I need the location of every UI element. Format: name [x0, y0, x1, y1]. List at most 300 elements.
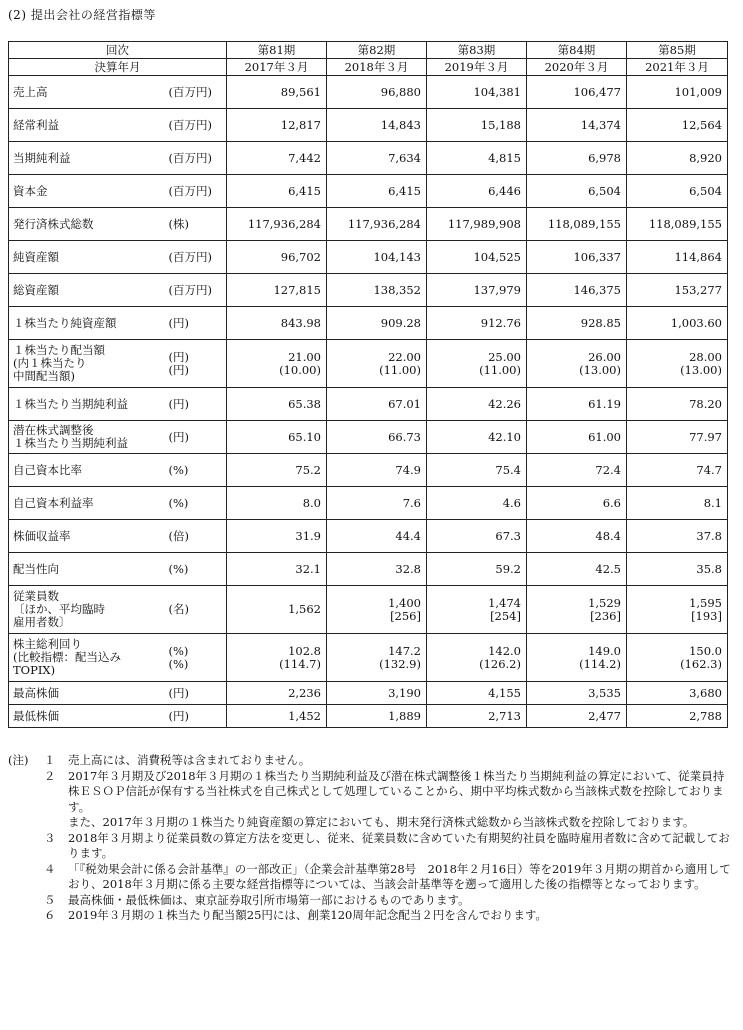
value-cell: [627, 586, 728, 634]
value-cell: [527, 340, 627, 388]
row-unit-line: (名): [168, 602, 189, 616]
value-cell: [227, 421, 327, 454]
value-line: 114,864: [674, 249, 722, 264]
footnote-text: 2018年３月期より従業員数の算定方法を変更し、従来、従業員数に含めていた有期契約社員を臨時雇用者数に含めて記載しております。: [68, 830, 730, 860]
row-unit-line: (円): [168, 315, 189, 330]
value-line: 2,713: [488, 708, 521, 723]
row-unit-line: (%): [168, 656, 189, 671]
value-line: 1,452: [288, 708, 321, 723]
row-unit: [169, 208, 227, 241]
value-cell: [427, 175, 527, 208]
value-line: 8,920: [689, 150, 722, 165]
period-label: 第83期: [427, 42, 527, 59]
value-line: 104,381: [473, 84, 521, 99]
value-cell: [327, 388, 427, 421]
row-unit: [169, 307, 227, 340]
row-unit: [169, 76, 227, 109]
row-label: [9, 175, 169, 208]
row-unit-line: (%): [168, 643, 189, 658]
value-cell: [227, 586, 327, 634]
value-cell: [427, 487, 527, 520]
footnote-mark: [8, 893, 44, 909]
value-line: 1,474: [488, 595, 521, 610]
value-line: 66.73: [388, 429, 421, 444]
period-label: 第81期: [227, 42, 327, 59]
value-cell: [427, 208, 527, 241]
value-line: 96,702: [280, 249, 321, 264]
row-unit: [169, 586, 227, 634]
table-row: [9, 175, 728, 208]
value-line: 65.38: [288, 396, 321, 411]
value-cell: [527, 307, 627, 340]
footnote-text: 売上高には、消費税等は含まれておりません。: [68, 753, 311, 767]
table-row: [9, 142, 728, 175]
value-cell: [427, 586, 527, 634]
value-cell: [527, 634, 627, 682]
value-line: 102.8: [288, 643, 321, 658]
row-unit-line: (円): [168, 429, 189, 444]
value-line: 843.98: [280, 315, 321, 330]
footnote-number: [44, 815, 68, 831]
value-line: 2,477: [588, 708, 621, 723]
row-label: [9, 274, 169, 307]
footnote-mark: [8, 831, 44, 862]
row-unit-line: (株): [168, 216, 189, 231]
value-line: 44.4: [395, 528, 421, 543]
value-line: 3,535: [588, 685, 621, 700]
value-cell: [427, 634, 527, 682]
table-row: [9, 241, 728, 274]
value-line: 142.0: [488, 643, 521, 658]
footnote-text: また、2017年３月期の１株当たり純資産額の算定においても、期末発行済株式総数から当該株式数を控除しております。: [68, 815, 695, 829]
row-unit-line: (百万円): [168, 282, 212, 297]
value-cell: [627, 553, 728, 586]
value-line: 127,815: [273, 282, 321, 297]
value-cell: [227, 142, 327, 175]
value-cell: [427, 340, 527, 388]
row-label-line: 総資産額: [13, 282, 59, 297]
row-label-line: １株当たり当期純利益: [13, 436, 128, 450]
row-unit: [169, 241, 227, 274]
row-label-line: 従業員数: [13, 589, 59, 603]
row-unit-line: (%): [168, 495, 189, 510]
row-unit-line: (百万円): [168, 183, 212, 198]
table-row: [9, 388, 728, 421]
section-heading: (2) 提出会社の経営指標等: [8, 8, 156, 22]
value-line: 75.2: [295, 462, 321, 477]
row-unit-line: (%): [168, 462, 189, 477]
value-cell: [327, 487, 427, 520]
value-line: 106,337: [573, 249, 621, 264]
row-label: [9, 340, 169, 388]
value-cell: [327, 208, 427, 241]
row-label: [9, 142, 169, 175]
row-unit: [169, 274, 227, 307]
financial-indicators-table: [8, 41, 728, 728]
value-cell: [627, 208, 728, 241]
fiscal-date: 2018年３月: [327, 59, 427, 76]
value-line: 78.20: [689, 396, 722, 411]
value-line: 42.5: [595, 561, 621, 576]
value-line: 149.0: [588, 643, 621, 658]
row-label: [9, 682, 169, 705]
value-line: 6,415: [288, 183, 321, 198]
value-line: 37.8: [696, 528, 722, 543]
value-cell: [327, 109, 427, 142]
row-unit-line: (百万円): [168, 84, 212, 99]
value-line: 67.01: [388, 396, 421, 411]
value-line: 22.00: [388, 349, 421, 364]
value-line: 7,634: [388, 150, 421, 165]
row-label: [9, 705, 169, 728]
table-row: [9, 340, 728, 388]
row-unit: [169, 682, 227, 705]
row-label-line: 最低株価: [13, 708, 59, 723]
row-unit: [169, 421, 227, 454]
value-cell: [227, 487, 327, 520]
value-line: 912.76: [480, 315, 521, 330]
table-row: [9, 208, 728, 241]
value-cell: [527, 682, 627, 705]
value-line: 118,089,155: [648, 216, 722, 231]
footnote-item: [8, 893, 733, 909]
value-cell: [627, 175, 728, 208]
table-row: [9, 586, 728, 634]
value-line: 118,089,155: [547, 216, 621, 231]
row-label-line: 自己資本比率: [13, 462, 82, 477]
value-line: 96,880: [380, 84, 421, 99]
row-unit: [169, 520, 227, 553]
value-line: 101,009: [674, 84, 722, 99]
row-label: [9, 109, 169, 142]
value-cell: [427, 142, 527, 175]
value-cell: [627, 634, 728, 682]
row-unit: [169, 142, 227, 175]
value-line: 75.4: [495, 462, 521, 477]
table-row: [9, 307, 728, 340]
value-cell: [427, 307, 527, 340]
value-line: (126.2): [479, 656, 521, 671]
value-cell: [627, 454, 728, 487]
value-cell: [527, 175, 627, 208]
footnote-number: ４: [44, 861, 56, 876]
row-unit-line: (%): [168, 561, 189, 576]
row-unit: [169, 634, 227, 682]
value-line: 12,817: [280, 117, 321, 132]
footnote-mark: [8, 862, 44, 893]
row-label-line: 資本金: [13, 183, 48, 198]
value-cell: [327, 340, 427, 388]
value-line: 150.0: [689, 643, 722, 658]
value-line: 6,446: [488, 183, 521, 198]
value-line: 61.19: [588, 396, 621, 411]
footnote-number: ５: [44, 892, 56, 907]
value-line: 61.00: [588, 429, 621, 444]
fiscal-date: 2020年３月: [527, 59, 627, 76]
value-cell: [227, 175, 327, 208]
row-label-line: 当期純利益: [13, 150, 71, 165]
row-label-line: 中間配当額): [13, 369, 75, 383]
value-cell: [327, 454, 427, 487]
row-label-line: １株当たり純資産額: [13, 315, 117, 330]
value-cell: [327, 142, 427, 175]
row-unit-line: (百万円): [168, 150, 212, 165]
row-label-line: 自己資本利益率: [13, 495, 94, 510]
value-line: 1,562: [288, 602, 321, 616]
value-line: 117,936,284: [247, 216, 321, 231]
value-cell: [327, 705, 427, 728]
period-label: 第84期: [527, 42, 627, 59]
value-cell: [627, 705, 728, 728]
value-line: 117,989,908: [447, 216, 521, 231]
value-cell: [527, 109, 627, 142]
row-label-line: 〔ほか、平均臨時: [13, 602, 105, 616]
value-line: 137,979: [473, 282, 521, 297]
value-line: (13.00): [680, 362, 722, 377]
row-label: [9, 487, 169, 520]
row-unit-line: (倍): [168, 528, 189, 543]
value-line: 59.2: [495, 561, 521, 576]
value-line: 6,978: [588, 150, 621, 165]
value-line: (114.2): [579, 656, 621, 671]
row-label: [9, 307, 169, 340]
table-row: [9, 421, 728, 454]
row-label: [9, 76, 169, 109]
row-label-line: 経常利益: [13, 117, 59, 132]
footnote-text: 2017年３月期及び2018年３月期の１株当たり当期純利益及び潜在株式調整後１株当たり当期純利益の算定において、従業員持株ＥＳＯＰ信託が保有する当社株式を自己株式として処理していることから、期中平均株式数から当該株式数を控除しております。: [68, 768, 725, 814]
value-cell: [227, 274, 327, 307]
row-label: [9, 634, 169, 682]
value-line: 32.8: [395, 561, 421, 576]
table-row: [9, 682, 728, 705]
value-cell: [427, 388, 527, 421]
value-line: 74.9: [395, 462, 421, 477]
row-label-line: 潜在株式調整後: [13, 423, 94, 437]
value-cell: [627, 241, 728, 274]
footnote-number: ６: [44, 908, 56, 922]
value-cell: [427, 705, 527, 728]
value-line: 6.6: [602, 495, 621, 510]
value-line: 1,529: [588, 595, 621, 610]
row-label-line: 最高株価: [13, 685, 59, 700]
value-cell: [427, 553, 527, 586]
row-label: [9, 208, 169, 241]
fiscal-date: 2021年３月: [627, 59, 728, 76]
value-cell: [227, 307, 327, 340]
value-cell: [327, 307, 427, 340]
value-line: 4,155: [488, 685, 521, 700]
row-label-line: 売上高: [13, 84, 48, 99]
footnote-number: ２: [44, 768, 56, 783]
value-line: 31.9: [295, 528, 321, 543]
value-line: (162.3): [680, 656, 722, 671]
value-line: 12,564: [681, 117, 722, 132]
value-line: 153,277: [674, 282, 722, 297]
value-line: 35.8: [696, 561, 722, 576]
table-row: [9, 487, 728, 520]
row-label-line: (内１株当たり: [13, 356, 87, 370]
value-cell: [527, 553, 627, 586]
value-line: 14,374: [580, 117, 621, 132]
row-label-line: 純資産額: [13, 249, 59, 264]
row-unit-line: (円): [168, 349, 189, 364]
footnote-item: [8, 769, 733, 816]
period-label: 第82期: [327, 42, 427, 59]
value-cell: [427, 682, 527, 705]
footnote-item: [8, 753, 733, 769]
value-cell: [527, 520, 627, 553]
row-unit-line: (百万円): [168, 117, 212, 132]
value-line: 32.1: [295, 561, 321, 576]
table-row: [9, 109, 728, 142]
value-cell: [627, 682, 728, 705]
value-cell: [327, 76, 427, 109]
value-cell: [327, 553, 427, 586]
value-cell: [227, 705, 327, 728]
fiscal-date: 2017年３月: [227, 59, 327, 76]
value-line: 909.28: [380, 315, 421, 330]
value-line: 21.00: [288, 349, 321, 364]
value-cell: [527, 76, 627, 109]
value-cell: [227, 454, 327, 487]
value-cell: [427, 109, 527, 142]
footnote-mark: [8, 769, 44, 816]
row-label: [9, 553, 169, 586]
fiscal-date-row: [9, 59, 728, 76]
footnote-item: [8, 862, 733, 893]
value-line: 6,415: [388, 183, 421, 198]
value-line: 14,843: [380, 117, 421, 132]
row-unit: [169, 340, 227, 388]
value-line: 117,936,284: [347, 216, 421, 231]
value-line: 104,143: [373, 249, 421, 264]
table-row: [9, 454, 728, 487]
value-line: (114.7): [279, 656, 321, 671]
value-cell: [227, 520, 327, 553]
value-cell: [427, 421, 527, 454]
value-line: 1,003.60: [670, 315, 722, 330]
footnote-number: ３: [44, 830, 56, 845]
value-cell: [627, 520, 728, 553]
row-label: [9, 388, 169, 421]
value-line: 4,815: [488, 150, 521, 165]
value-line: 1,595: [689, 595, 722, 610]
table-row: [9, 76, 728, 109]
row-unit-line: (円): [168, 396, 189, 411]
value-cell: [327, 634, 427, 682]
footnote-item: [8, 831, 733, 862]
footnote-mark: [8, 908, 44, 924]
value-cell: [227, 388, 327, 421]
value-line: 25.00: [488, 349, 521, 364]
value-line: 3,190: [388, 685, 421, 700]
row-label-line: 株主総利回り: [13, 637, 82, 651]
value-line: (11.00): [479, 362, 521, 377]
value-cell: [627, 388, 728, 421]
period-label: 第85期: [627, 42, 728, 59]
table-row: [9, 553, 728, 586]
value-cell: [627, 421, 728, 454]
value-cell: [327, 241, 427, 274]
value-line: (10.00): [279, 362, 321, 377]
value-cell: [527, 705, 627, 728]
row-unit: [169, 388, 227, 421]
value-line: 48.4: [595, 528, 621, 543]
value-line: (13.00): [579, 362, 621, 377]
value-cell: [227, 553, 327, 586]
value-cell: [327, 682, 427, 705]
value-line: 74.7: [696, 462, 722, 477]
value-cell: [627, 76, 728, 109]
value-line: 6,504: [588, 183, 621, 198]
value-line: 106,477: [573, 84, 621, 99]
value-cell: [627, 487, 728, 520]
row-unit: [169, 487, 227, 520]
footnote-number: １: [44, 753, 56, 767]
value-line: 146,375: [573, 282, 621, 297]
value-line: 65.10: [288, 429, 321, 444]
value-cell: [227, 340, 327, 388]
row-label: [9, 241, 169, 274]
row-unit: [169, 705, 227, 728]
value-cell: [427, 520, 527, 553]
row-label-line: １株当たり配当額: [13, 343, 105, 357]
value-line: 72.4: [595, 462, 621, 477]
value-cell: [227, 208, 327, 241]
value-cell: [527, 487, 627, 520]
value-cell: [527, 586, 627, 634]
row-unit-line: (円): [168, 708, 189, 723]
value-line: 28.00: [689, 349, 722, 364]
value-line: 2,236: [288, 685, 321, 700]
table-row: [9, 705, 728, 728]
row-label-line: 雇用者数〕: [13, 615, 71, 629]
value-line: [236]: [590, 608, 621, 623]
value-cell: [427, 76, 527, 109]
value-line: 4.6: [502, 495, 521, 510]
row-label-line: １株当たり当期純利益: [13, 396, 128, 411]
value-line: 6,504: [689, 183, 722, 198]
value-cell: [627, 142, 728, 175]
value-cell: [527, 454, 627, 487]
value-line: [254]: [490, 608, 521, 623]
row-label: [9, 454, 169, 487]
period-header-row: [9, 42, 728, 59]
value-line: 77.97: [689, 429, 722, 444]
value-line: 147.2: [388, 643, 421, 658]
value-line: 138,352: [373, 282, 421, 297]
footnote-mark: (注): [8, 753, 29, 767]
value-cell: [627, 307, 728, 340]
footnotes: [8, 753, 733, 924]
value-line: (132.9): [379, 656, 421, 671]
value-line: 2,788: [689, 708, 722, 723]
value-line: 42.26: [488, 396, 521, 411]
value-line: 104,525: [473, 249, 521, 264]
value-cell: [527, 241, 627, 274]
value-line: (11.00): [379, 362, 421, 377]
value-line: 1,889: [388, 708, 421, 723]
value-cell: [227, 109, 327, 142]
value-cell: [227, 241, 327, 274]
row-label: [9, 520, 169, 553]
value-line: 8.1: [703, 495, 722, 510]
value-line: 928.85: [580, 315, 621, 330]
row-unit: [169, 553, 227, 586]
value-cell: [327, 175, 427, 208]
value-line: 7,442: [288, 150, 321, 165]
value-cell: [427, 274, 527, 307]
